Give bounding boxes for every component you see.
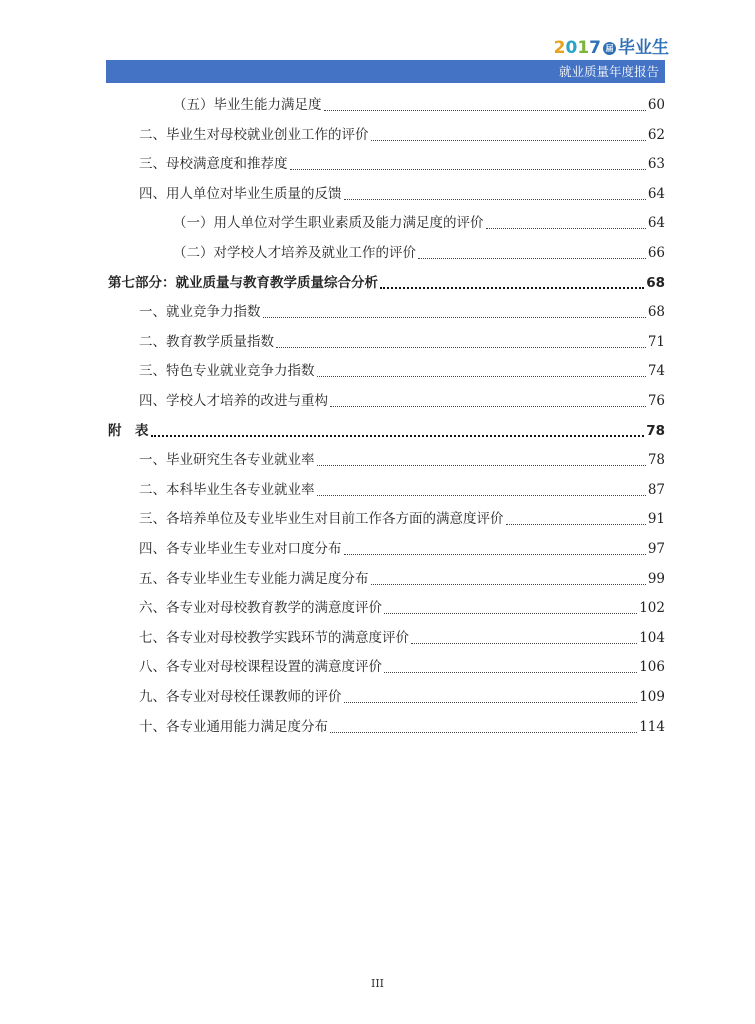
toc-entry[interactable] (139, 716, 665, 738)
toc-leader-dots (344, 690, 638, 703)
toc-entry-title: 三、母校满意度和推荐度 (139, 156, 288, 172)
toc-entry[interactable] (139, 124, 665, 146)
toc-leader-dots (330, 720, 637, 733)
logo-text: 毕业生 (618, 38, 669, 58)
banner-title: 就业质量年度报告 (558, 64, 659, 79)
toc-entry-title: 三、各培养单位及专业毕业生对目前工作各方面的满意度评价 (139, 511, 504, 527)
toc-entry-page: 87 (647, 482, 665, 498)
toc-entry-page: 68 (646, 275, 665, 291)
toc-entry-title: 二、本科毕业生各专业就业率 (139, 482, 315, 498)
toc-entry-title: 四、学校人才培养的改进与重构 (139, 393, 328, 409)
toc-entry-page: 78 (646, 423, 665, 439)
toc-entry[interactable] (108, 272, 665, 294)
toc-entry-title: 附 表 (108, 423, 149, 439)
header-banner (106, 60, 665, 83)
toc-leader-dots (330, 394, 646, 407)
toc-entry-title: 二、教育教学质量指数 (139, 334, 274, 350)
toc-entry[interactable] (139, 183, 665, 205)
toc-entry-page: 97 (647, 541, 665, 557)
toc-entry[interactable] (139, 153, 665, 175)
toc-entry-page: 76 (647, 393, 665, 409)
toc-leader-dots (371, 128, 646, 141)
logo-year-digit: 0 (565, 38, 578, 58)
toc-entry[interactable] (139, 449, 665, 471)
toc-leader-dots (384, 601, 637, 614)
toc-entry-title: 九、各专业对母校任课教师的评价 (139, 689, 342, 705)
toc-entry[interactable] (139, 390, 665, 412)
toc-entry-title: 八、各专业对母校课程设置的满意度评价 (139, 659, 382, 675)
toc-entry-page: 104 (639, 630, 665, 646)
page-number: III (370, 977, 385, 990)
toc-entry[interactable] (173, 212, 665, 234)
toc-leader-dots (384, 660, 637, 673)
toc-entry[interactable] (139, 686, 665, 708)
toc-leader-dots (276, 335, 646, 348)
toc-entry[interactable] (139, 331, 665, 353)
report-logo (554, 38, 669, 58)
toc-entry-title: 二、毕业生对母校就业创业工作的评价 (139, 127, 369, 143)
toc-leader-dots (418, 246, 646, 259)
toc-leader-dots (486, 216, 646, 229)
toc-entry-title: 六、各专业对母校教育教学的满意度评价 (139, 600, 382, 616)
toc-entry-page: 78 (647, 452, 665, 468)
toc-entry[interactable] (139, 538, 665, 560)
toc-leader-dots (317, 453, 646, 466)
toc-entry[interactable] (139, 508, 665, 530)
toc-entry-title: 七、各专业对母校教学实践环节的满意度评价 (139, 630, 409, 646)
toc-entry-page: 71 (647, 334, 665, 350)
toc-entry-page: 66 (647, 245, 665, 261)
toc-entry[interactable] (139, 479, 665, 501)
logo-circle-badge: 届 (603, 42, 616, 55)
toc-entry-title: （二）对学校人才培养及就业工作的评价 (173, 245, 416, 261)
toc-leader-dots (344, 542, 646, 555)
toc-leader-dots (371, 572, 646, 585)
toc-leader-dots (506, 512, 646, 525)
toc-leader-dots (290, 157, 646, 170)
toc-entry-page: 109 (639, 689, 665, 705)
toc-entry-page: 106 (639, 659, 665, 675)
toc-entry[interactable] (173, 242, 665, 264)
toc-entry-page: 102 (639, 600, 665, 616)
logo-year-digit: 2 (553, 38, 566, 58)
toc-entry-title: 第七部分：就业质量与教育教学质量综合分析 (108, 275, 378, 291)
toc-leader-dots (380, 275, 644, 289)
toc-entry[interactable] (139, 360, 665, 382)
toc-entry-page: 114 (639, 719, 665, 735)
toc-entry-page: 60 (647, 97, 665, 113)
toc-entry-page: 74 (647, 363, 665, 379)
toc-entry-page: 99 (647, 571, 665, 587)
toc-entry[interactable] (139, 301, 665, 323)
toc-leader-dots (317, 483, 646, 496)
toc-entry-page: 63 (647, 156, 665, 172)
toc-entry-title: 三、特色专业就业竞争力指数 (139, 363, 315, 379)
toc-entry[interactable] (139, 597, 665, 619)
logo-year-digit: 7 (589, 38, 601, 58)
toc-leader-dots (317, 364, 646, 377)
toc-entry-page: 64 (647, 215, 665, 231)
toc-entry-title: 四、各专业毕业生专业对口度分布 (139, 541, 342, 557)
toc-entry[interactable] (139, 656, 665, 678)
toc-entry-title: 四、用人单位对毕业生质量的反馈 (139, 186, 342, 202)
toc-leader-dots (151, 423, 645, 437)
toc-leader-dots (263, 305, 646, 318)
toc-entry[interactable] (173, 94, 665, 116)
toc-entry-page: 62 (647, 127, 665, 143)
toc-entry[interactable] (139, 627, 665, 649)
toc-entry[interactable] (139, 568, 665, 590)
toc-leader-dots (324, 98, 646, 111)
toc-entry-title: 五、各专业毕业生专业能力满足度分布 (139, 571, 369, 587)
toc-entry-title: 一、就业竞争力指数 (139, 304, 261, 320)
toc-entry-page: 91 (647, 511, 665, 527)
toc-entry-title: （一）用人单位对学生职业素质及能力满足度的评价 (173, 215, 484, 231)
toc-leader-dots (344, 187, 646, 200)
logo-year-digit: 1 (577, 38, 590, 58)
toc-entry-title: 十、各专业通用能力满足度分布 (139, 719, 328, 735)
toc-entry-page: 68 (647, 304, 665, 320)
toc-entry[interactable] (108, 420, 665, 442)
toc-entry-page: 64 (647, 186, 665, 202)
toc-entry-title: （五）毕业生能力满足度 (173, 97, 322, 113)
toc-leader-dots (411, 631, 637, 644)
toc-entry-title: 一、毕业研究生各专业就业率 (139, 452, 315, 468)
